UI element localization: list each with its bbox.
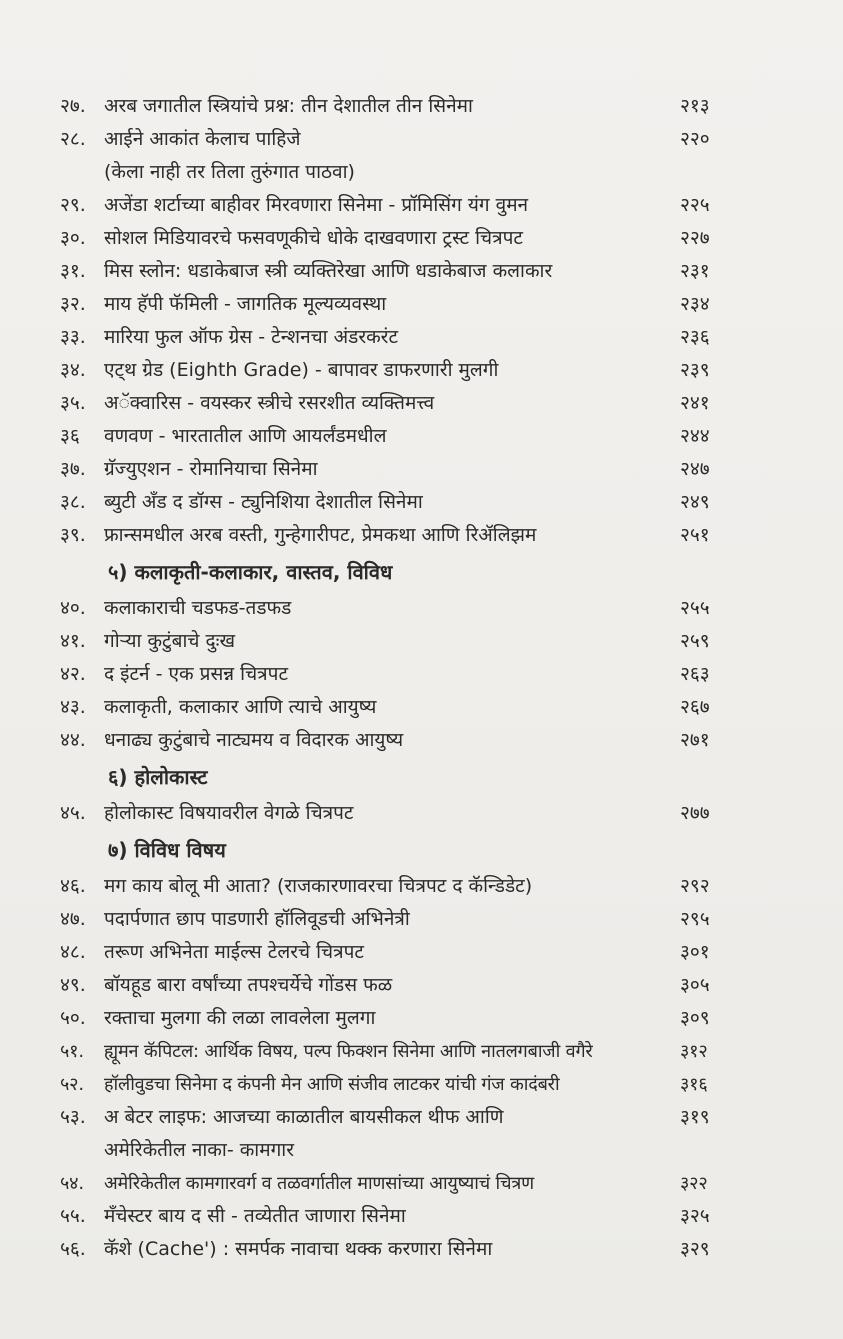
toc-entry-title-wrap bbox=[104, 1002, 375, 1035]
toc-entry-title-wrap bbox=[104, 354, 498, 387]
toc-entry-title: अजेंडा शर्टाच्या बाहीवर मिरवणारा सिनेमा - प्रॉमिसिंग यंग वुमन bbox=[104, 194, 529, 216]
toc-entry-title: अॅक्वारिस - वयस्कर स्त्रीचे रसरशीत व्यक्तिमत्त्व bbox=[104, 392, 435, 414]
toc-entry-title: सोशल मिडियावरचे फसवणूकीचे धोके दाखवणारा ट्रस्ट चित्रपट bbox=[104, 227, 523, 249]
toc-entry bbox=[60, 222, 740, 255]
toc-entry-title: तरूण अभिनेता माईल्स टेलरचे चित्रपट bbox=[104, 941, 364, 963]
toc-entry-left bbox=[60, 123, 674, 189]
toc-entry-left bbox=[60, 1035, 674, 1068]
toc-entry-page-number: २२५ bbox=[680, 194, 710, 216]
toc-entry-title: होलोकास्ट विषयावरील वेगळे चित्रपट bbox=[104, 802, 354, 824]
toc-entry bbox=[60, 321, 740, 354]
toc-entry-title-wrap bbox=[104, 90, 473, 123]
toc-entry-number: ३४. bbox=[60, 359, 86, 381]
toc-entry-left bbox=[60, 903, 674, 936]
toc-entry-left bbox=[60, 453, 674, 486]
toc-entry-page-number: २४९ bbox=[680, 491, 710, 513]
toc-entry-title: बॉयहूड बारा वर्षांच्या तपश्चर्येचे गोंडस फळ bbox=[104, 974, 393, 996]
toc-entry-page-number: २२७ bbox=[680, 227, 710, 249]
toc-entry bbox=[60, 797, 740, 830]
toc-entry-page-number: २३९ bbox=[680, 359, 710, 381]
section-heading-6: ६) होलोकास्ट bbox=[108, 765, 208, 789]
toc-entry-page-number: २६३ bbox=[680, 663, 710, 685]
toc-entry-left bbox=[60, 1101, 674, 1167]
toc-entry-left bbox=[60, 1233, 674, 1266]
toc-entry-left bbox=[60, 519, 674, 552]
toc-entry-page-number: ३२९ bbox=[680, 1238, 710, 1260]
toc-entry bbox=[60, 1167, 740, 1200]
toc-entry bbox=[60, 486, 740, 519]
toc-entry-title-wrap bbox=[104, 123, 355, 189]
toc-group-b bbox=[60, 592, 740, 757]
toc-entry-page-number: २१३ bbox=[680, 95, 710, 117]
toc-entry-title: अरब जगातील स्त्रियांचे प्रश्न: तीन देशातील तीन सिनेमा bbox=[104, 95, 473, 117]
toc-entry-left bbox=[60, 288, 674, 321]
toc-entry-left bbox=[60, 486, 674, 519]
toc-entry-number: ४१. bbox=[60, 630, 86, 652]
toc-entry-title: कॅशे (Cache') : समर्पक नावाचा थक्क करणारा सिनेमा bbox=[104, 1238, 493, 1260]
toc-entry bbox=[60, 1068, 740, 1101]
toc-entry-title-wrap bbox=[104, 453, 318, 486]
toc-entry-number: २८. bbox=[60, 128, 86, 150]
toc-entry-left bbox=[60, 797, 674, 830]
toc-entry-title: मारिया फुल ऑफ ग्रेस - टेन्शनचा अंडरकरंट bbox=[104, 326, 399, 348]
toc-entry-page-number: २३४ bbox=[680, 293, 710, 315]
toc-entry-page-number: २५९ bbox=[680, 630, 710, 652]
toc-entry-title: मिस स्लोन: धडाकेबाज स्त्री व्यक्तिरेखा आणि धडाकेबाज कलाकार bbox=[104, 260, 553, 282]
table-of-contents bbox=[60, 90, 740, 1266]
toc-entry bbox=[60, 453, 740, 486]
toc-entry-number: ४०. bbox=[60, 597, 86, 619]
toc-entry-number: ३५. bbox=[60, 392, 86, 414]
toc-entry-page-number: ३०१ bbox=[680, 941, 710, 963]
toc-entry-page-number: ३२५ bbox=[680, 1205, 710, 1227]
toc-entry-title-wrap bbox=[104, 420, 386, 453]
toc-entry-title: पदार्पणात छाप पाडणारी हॉलिवूडची अभिनेत्री bbox=[104, 908, 410, 930]
toc-entry bbox=[60, 123, 740, 189]
toc-entry-number: ३०. bbox=[60, 227, 86, 249]
toc-entry-title: रक्ताचा मुलगा की लळा लावलेला मुलगा bbox=[104, 1007, 376, 1029]
toc-entry-left bbox=[60, 1167, 674, 1200]
toc-entry bbox=[60, 592, 740, 625]
toc-entry-number: ४९. bbox=[60, 974, 86, 996]
toc-entry bbox=[60, 1035, 740, 1068]
toc-entry bbox=[60, 354, 740, 387]
toc-entry bbox=[60, 90, 740, 123]
toc-entry bbox=[60, 1233, 740, 1266]
toc-entry-title-wrap bbox=[104, 321, 398, 354]
toc-entry-title-wrap bbox=[104, 288, 386, 321]
toc-entry bbox=[60, 519, 740, 552]
toc-entry-title-wrap bbox=[104, 486, 423, 519]
toc-entry bbox=[60, 625, 740, 658]
toc-entry-number: ३९. bbox=[60, 524, 86, 546]
toc-entry-title-wrap bbox=[104, 658, 288, 691]
toc-entry-page-number: २९२ bbox=[680, 875, 710, 897]
toc-entry bbox=[60, 1200, 740, 1233]
toc-entry-page-number: ३१२ bbox=[680, 1041, 708, 1062]
toc-entry-page-number: ३१६ bbox=[680, 1074, 708, 1095]
toc-entry-title-wrap bbox=[104, 903, 410, 936]
toc-entry-page-number: २७१ bbox=[680, 729, 710, 751]
toc-entry-page-number: २४४ bbox=[680, 425, 710, 447]
toc-entry-title-wrap bbox=[104, 1167, 534, 1200]
toc-entry-title: धनाढ्य कुटुंबाचे नाट्यमय व विदारक आयुष्य bbox=[104, 729, 404, 751]
toc-entry-left bbox=[60, 691, 674, 724]
toc-entry bbox=[60, 903, 740, 936]
toc-entry-page-number: २९५ bbox=[680, 908, 710, 930]
toc-entry-title-wrap bbox=[104, 519, 536, 552]
toc-entry-page-number: ३१९ bbox=[680, 1106, 710, 1128]
toc-entry-number: ४७. bbox=[60, 908, 86, 930]
toc-entry-page-number: २५१ bbox=[680, 524, 710, 546]
toc-entry-number: ३७. bbox=[60, 458, 86, 480]
toc-entry-title: गोऱ्या कुटुंबाचे दुःख bbox=[104, 630, 235, 652]
toc-group-a bbox=[60, 90, 740, 552]
toc-entry-page-number: ३२२ bbox=[680, 1173, 708, 1194]
toc-entry-left bbox=[60, 1068, 674, 1101]
toc-entry-title-wrap bbox=[104, 1101, 503, 1167]
toc-entry-title-wrap bbox=[104, 1068, 560, 1101]
toc-entry-left bbox=[60, 255, 674, 288]
toc-entry-number: ५१. bbox=[60, 1041, 84, 1062]
toc-entry-number: ४५. bbox=[60, 802, 86, 824]
toc-entry-left bbox=[60, 90, 674, 123]
toc-entry-title: ब्युटी अँड द डॉग्स - ट्युनिशिया देशातील सिनेमा bbox=[104, 491, 423, 513]
toc-entry bbox=[60, 870, 740, 903]
toc-entry-title: ह्यूमन कॅपिटल: आर्थिक विषय, पल्प फिक्शन सिनेमा आणि नातलगबाजी वगैरे bbox=[104, 1041, 593, 1062]
toc-entry bbox=[60, 969, 740, 1002]
toc-entry-title-wrap bbox=[104, 592, 291, 625]
toc-entry-left bbox=[60, 321, 674, 354]
toc-entry-title: हॉलीवुडचा सिनेमा द कंपनी मेन आणि संजीव लाटकर यांची गंज कादंबरी bbox=[104, 1074, 560, 1095]
toc-entry-number: २७. bbox=[60, 95, 86, 117]
toc-entry-page-number: २४७ bbox=[680, 458, 710, 480]
toc-entry bbox=[60, 1101, 740, 1167]
toc-entry-left bbox=[60, 387, 674, 420]
toc-entry-number: २९. bbox=[60, 194, 86, 216]
toc-entry-title-wrap bbox=[104, 969, 392, 1002]
toc-entry bbox=[60, 288, 740, 321]
toc-entry-title-line2: अमेरिकेतील नाका- कामगार bbox=[104, 1139, 294, 1161]
toc-entry-number: ४६. bbox=[60, 875, 86, 897]
toc-entry-left bbox=[60, 592, 674, 625]
toc-entry-number: ५०. bbox=[60, 1007, 86, 1029]
toc-entry bbox=[60, 658, 740, 691]
toc-entry-page-number: २३१ bbox=[680, 260, 710, 282]
toc-entry-number: ३८. bbox=[60, 491, 86, 513]
toc-entry-title: आईने आकांत केलाच पाहिजे bbox=[104, 128, 301, 150]
toc-entry-title-wrap bbox=[104, 255, 552, 288]
toc-entry-left bbox=[60, 1200, 674, 1233]
section-heading-7: ७) विविध विषय bbox=[108, 838, 226, 862]
toc-entry-left bbox=[60, 969, 674, 1002]
toc-entry-title-wrap bbox=[104, 625, 235, 658]
toc-entry-title: माय हॅपी फॅमिली - जागतिक मूल्यव्यवस्था bbox=[104, 293, 387, 315]
toc-entry-left bbox=[60, 658, 674, 691]
toc-entry-title-wrap bbox=[104, 724, 403, 757]
toc-entry-left bbox=[60, 354, 674, 387]
toc-entry-number: ४३. bbox=[60, 696, 86, 718]
toc-entry-number: ५५. bbox=[60, 1205, 86, 1227]
toc-entry-number: ५२. bbox=[60, 1074, 84, 1095]
toc-entry-title: ग्रॅज्युएशन - रोमानियाचा सिनेमा bbox=[104, 458, 318, 480]
toc-entry-left bbox=[60, 189, 674, 222]
toc-entry bbox=[60, 189, 740, 222]
toc-entry-title: मँचेस्टर बाय द सी - तव्येतीत जाणारा सिनेमा bbox=[104, 1205, 406, 1227]
toc-entry-page-number: २४१ bbox=[680, 392, 710, 414]
toc-entry-page-number: २३६ bbox=[680, 326, 710, 348]
toc-entry-title: कलाकृती, कलाकार आणि त्याचे आयुष्य bbox=[104, 696, 377, 718]
toc-entry-number: ५४. bbox=[60, 1173, 84, 1194]
toc-entry bbox=[60, 691, 740, 724]
toc-entry-number: ५३. bbox=[60, 1106, 86, 1128]
toc-entry-title: एट्थ ग्रेड (Eighth Grade) - बापावर डाफरणारी मुलगी bbox=[104, 359, 499, 381]
toc-entry bbox=[60, 387, 740, 420]
toc-entry-title-wrap bbox=[104, 797, 354, 830]
toc-entry-number: ३६ bbox=[60, 425, 80, 447]
toc-entry-page-number: २७७ bbox=[680, 802, 710, 824]
toc-entry-number: ४८. bbox=[60, 941, 86, 963]
toc-entry-title-wrap bbox=[104, 222, 523, 255]
toc-entry-title: फ्रान्समधील अरब वस्ती, गुन्हेगारीपट, प्रेमकथा आणि रिॲलिझम bbox=[104, 524, 537, 546]
toc-entry-left bbox=[60, 1002, 674, 1035]
toc-entry-number: ५६. bbox=[60, 1238, 86, 1260]
toc-entry-left bbox=[60, 222, 674, 255]
toc-entry-title: वणवण - भारतातील आणि आयर्लंडमधील bbox=[104, 425, 387, 447]
toc-entry-left bbox=[60, 420, 674, 453]
toc-entry-title: अमेरिकेतील कामगारवर्ग व तळवर्गातील माणसांच्या आयुष्याचं चित्रण bbox=[104, 1173, 534, 1194]
toc-entry-title-wrap bbox=[104, 387, 434, 420]
toc-entry bbox=[60, 255, 740, 288]
toc-entry-number: ४४. bbox=[60, 729, 86, 751]
toc-entry-number: ३३. bbox=[60, 326, 86, 348]
toc-entry-number: ४२. bbox=[60, 663, 86, 685]
toc-entry-title-wrap bbox=[104, 691, 376, 724]
toc-entry-number: ३१. bbox=[60, 260, 86, 282]
toc-entry bbox=[60, 724, 740, 757]
toc-group-c bbox=[60, 797, 740, 830]
toc-entry-left bbox=[60, 724, 674, 757]
toc-entry-page-number: २५५ bbox=[680, 597, 710, 619]
toc-entry-title-wrap bbox=[104, 870, 532, 903]
toc-entry-page-number: २६७ bbox=[680, 696, 710, 718]
toc-group-d bbox=[60, 870, 740, 1266]
toc-entry bbox=[60, 420, 740, 453]
toc-entry bbox=[60, 1002, 740, 1035]
toc-entry-title-line2: (केला नाही तर तिला तुरुंगात पाठवा) bbox=[104, 161, 355, 183]
toc-entry-title-wrap bbox=[104, 1035, 593, 1068]
toc-entry-title: मग काय बोलू मी आता? (राजकारणावरचा चित्रपट द कॅन्डिडेट) bbox=[104, 875, 533, 897]
toc-entry-left bbox=[60, 936, 674, 969]
toc-entry-left bbox=[60, 870, 674, 903]
toc-entry bbox=[60, 936, 740, 969]
toc-entry-page-number: ३०५ bbox=[680, 974, 710, 996]
toc-entry-title: कलाकाराची चडफड-तडफड bbox=[104, 597, 292, 619]
toc-entry-title-wrap bbox=[104, 936, 364, 969]
toc-entry-title: द इंटर्न - एक प्रसन्न चित्रपट bbox=[104, 663, 289, 685]
toc-entry-title: अ बेटर लाइफ: आजच्या काळातील बायसीकल थीफ आणि bbox=[104, 1106, 504, 1128]
toc-entry-title-wrap bbox=[104, 189, 528, 222]
toc-entry-number: ३२. bbox=[60, 293, 86, 315]
toc-entry-page-number: ३०९ bbox=[680, 1007, 710, 1029]
toc-entry-page-number: २२० bbox=[680, 128, 710, 150]
section-heading-5: ५) कलाकृती-कलाकार, वास्तव, विविध bbox=[108, 560, 393, 584]
toc-entry-title-wrap bbox=[104, 1233, 492, 1266]
toc-entry-title-wrap bbox=[104, 1200, 406, 1233]
toc-entry-left bbox=[60, 625, 674, 658]
